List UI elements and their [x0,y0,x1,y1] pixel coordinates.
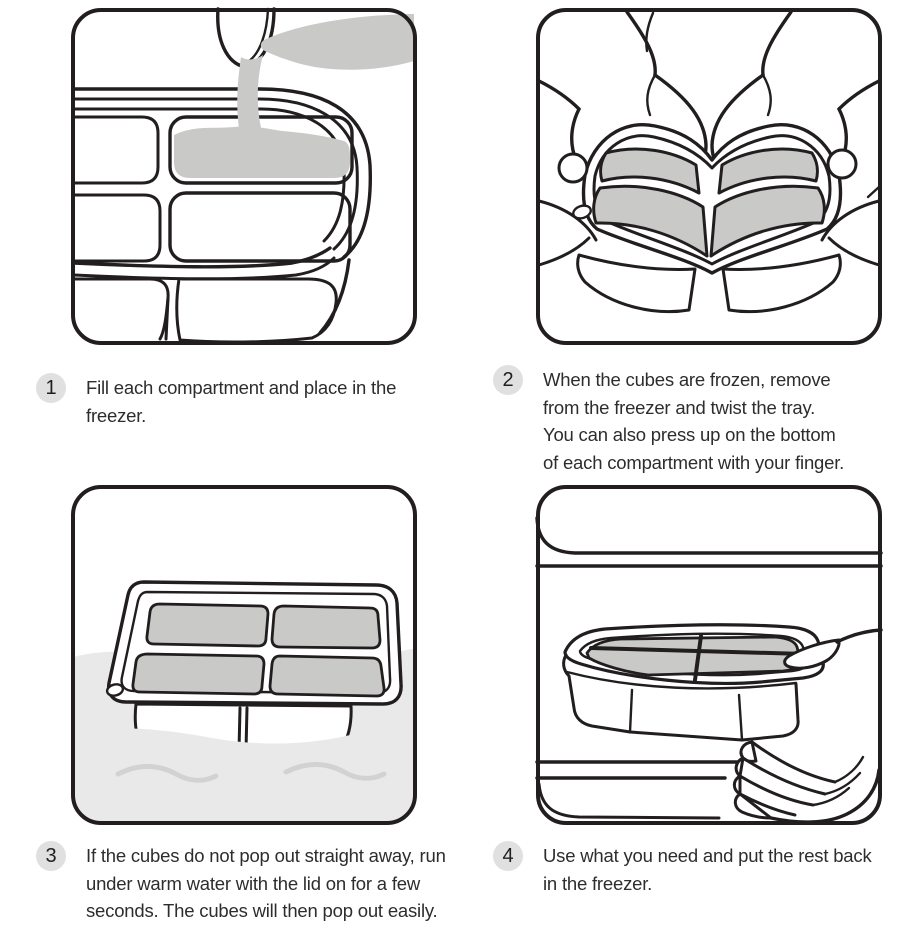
pouring-liquid-into-tray-illustration [68,5,420,348]
step-2-number-badge: 2 [493,365,523,395]
step-3-number-badge: 3 [36,841,66,871]
step-1-number-badge: 1 [36,373,66,403]
hand-returning-tray-to-freezer-illustration [533,482,885,828]
step-4-number-badge: 4 [493,841,523,871]
step-2-text: When the cubes are frozen, remove from the freezer and twist the tray. You can also press up on the bottom of each compartment with your finger. [543,369,845,473]
step-2-illustration-panel [533,5,885,348]
hands-twisting-tray-illustration [533,5,885,348]
step-1-caption [36,374,436,429]
step-3-caption [36,842,466,925]
step-1-illustration-panel [68,5,420,348]
step-1-text: Fill each compartment and place in the freezer. [86,377,397,426]
tray-under-warm-water-illustration [68,482,420,828]
step-3-illustration-panel [68,482,420,828]
step-2-caption [493,366,893,476]
step-4-text: Use what you need and put the rest back in the freezer. [543,845,872,894]
step-3-text: If the cubes do not pop out straight away, run under warm water with the lid on for a few seconds. The cubes will then pop out easily. [86,845,446,921]
step-4-illustration-panel [533,482,885,828]
step-4-caption [493,842,893,897]
